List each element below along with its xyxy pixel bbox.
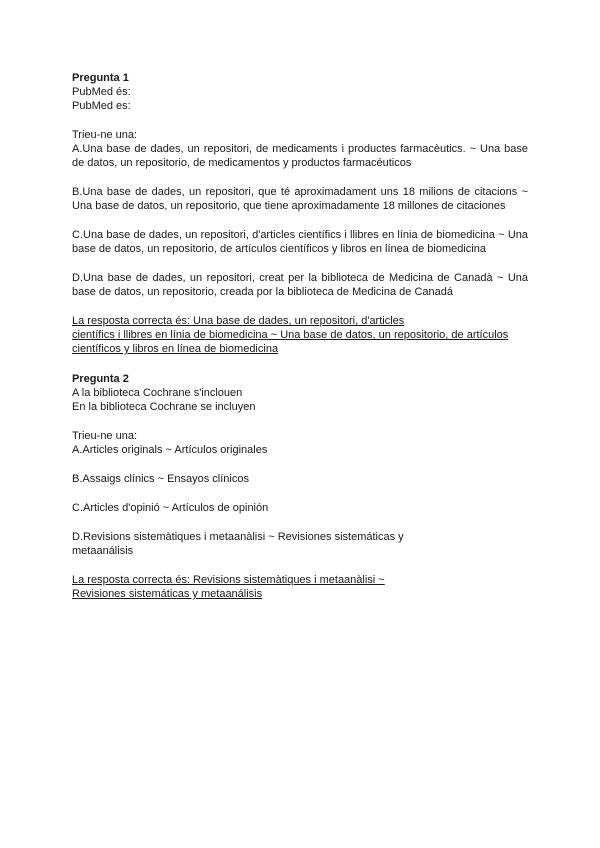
option-a: A.Una base de dades, un repositori, de medicaments i productes farmacèutics. ~ Una base de datos, un repositorio, de medicamentos y productos farmacéuticos <box>72 143 528 169</box>
instruction: Trieu-ne una: <box>72 430 138 442</box>
option-b: B.Una base de dades, un repositori, que té aproximadament uns 18 milions de citacions ~ Una base de datos, un repositorio, que tiene aproximadamente 18 millones de citaciones <box>72 186 528 212</box>
correct-answer <box>72 314 528 356</box>
option-d: D.Revisions sistemàtiques i metaanàlisi ~ Revisiones sistemáticas y metaanálisis <box>72 531 404 557</box>
answer-line: científicos y libros en línea de biomedicina <box>72 343 279 355</box>
question-2 <box>72 372 528 601</box>
question-stem-ca: A la biblioteca Cochrane s'inclouen <box>72 387 243 399</box>
option-c: C.Articles d'opinió ~ Artículos de opinión <box>72 502 269 514</box>
answer-line: La resposta correcta és: Una base de dades, un repositori, d'articles <box>72 315 405 327</box>
option-c: C.Una base de dades, un repositori, d'articles científics i llibres en línia de biomedicina ~ Una base de datos, un repositorio, de artículos científicos y libros en línea de biomedicina <box>72 229 528 255</box>
option-b: B.Assaigs clínics ~ Ensayos clínicos <box>72 473 249 485</box>
question-stem-es: PubMed es: <box>72 100 131 112</box>
answer-line: Revisiones sistemáticas y metaanálisis <box>72 588 263 600</box>
question-title: Pregunta 2 <box>72 373 129 385</box>
question-stem-es: En la biblioteca Cochrane se incluyen <box>72 401 256 413</box>
question-title: Pregunta 1 <box>72 72 129 84</box>
answer-line: La resposta correcta és: Revisions sistemàtiques i metaanàlisi ~ <box>72 574 385 586</box>
option-d: D.Una base de dades, un repositori, creat per la biblioteca de Medicina de Canadà ~ Una base de datos, un repositorio, creada por la biblioteca de Medicina de Canadá <box>72 272 528 298</box>
correct-answer <box>72 573 528 601</box>
answer-line: científics i llibres en línia de biomedicina ~ Una base de datos, un repositorio, de artículos <box>72 329 509 341</box>
question-1 <box>72 71 528 356</box>
question-stem-ca: PubMed és: <box>72 86 131 98</box>
document-page <box>72 71 528 601</box>
option-a: A.Articles originals ~ Artículos originales <box>72 444 268 456</box>
instruction: Trieu-ne una: <box>72 129 138 141</box>
